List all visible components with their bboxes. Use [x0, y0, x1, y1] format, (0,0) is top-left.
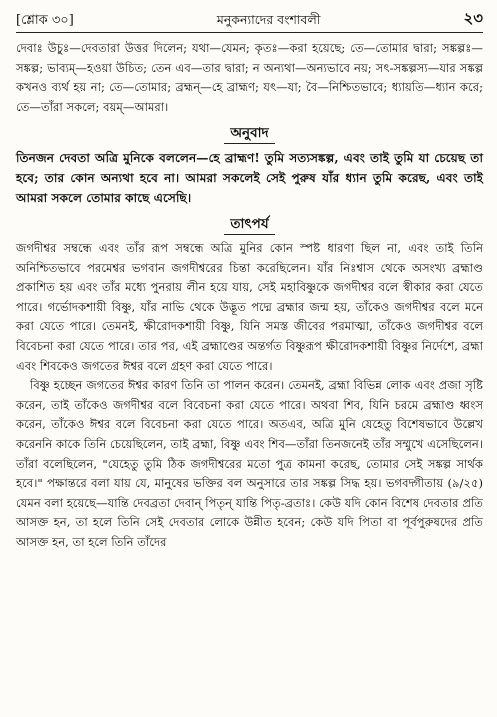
running-title: মনুকন্যাদের বংশাবলী — [216, 12, 321, 27]
purport-heading-text: তাৎপর্য — [224, 216, 274, 235]
purport-paragraph: জগদীশ্বর সম্বন্ধে এবং তাঁর রূপ সম্বন্ধে অত্রি মুনির কোন স্পষ্ট ধারণা ছিল না, এবং তাই তিনি অনিশ্চিতভাবে পরমেশ্বর ভগবান জগদীশ্বরের চিন্তা করেছিলেন। যাঁর নিঃশ্বাস থেকে অসংখ্য ব্রহ্মাণ্ড প্রকাশিত হয় এবং তাঁর মধ্যে পুনরায় লীন হয়ে যায়, সেই মহাবিষ্ণুকে জগদীশ্বর বলে স্বীকার করা যেতে পারে। গর্ভোদকশায়ী বিষ্ণু, যাঁর নাভি থেকে উদ্ভূত পদ্মে ব্রহ্মার জন্ম হয়, তাঁকেও জগদীশ্বর বলে মনে করা যেতে পারে। তেমনই, ক্ষীরোদকশায়ী বিষ্ণু, যিনি সমস্ত জীবের পরমাত্মা, তাঁকেও জগদীশ্বর বলে বিবেচনা করা যেতে পারে। তার পর, এই ব্রহ্মাণ্ডের অন্তর্গত বিষ্ণুরূপ ক্ষীরোদকশায়ী বিষ্ণুর নির্দেশে, ব্রহ্মা এবং শিবকেও জগতের ঈশ্বর বলে গ্রহণ করা যেতে পারে। — [16, 241, 483, 373]
purport-heading — [16, 213, 483, 236]
purport-body — [16, 239, 483, 553]
purport-paragraph: বিষ্ণু হচ্ছেন জগতের ঈশ্বর কারণ তিনি তা পালন করেন। তেমনই, ব্রহ্মা বিভিন্ন লোক এবং প্রজা সৃষ্টি করেন, তাই তাঁকেও জগদীশ্বর বলে বিবেচনা করা যেতে পারে। অথবা শিব, যিনি চরমে ব্রহ্মাণ্ড ধ্বংস করেন, তাঁকেও ঈশ্বর বলে বিবেচনা করা যেতে পারে। অতএব, অত্রি মুনি যেহেতু বিশেষভাবে উল্লেখ করেননি কাকে তিনি চেয়েছিলেন, তাই ব্রহ্মা, বিষ্ণু এবং শিব—তাঁরা তিনজনেই তাঁর সম্মুখে এসেছিলেন। তাঁরা বলেছিলেন, "যেহেতু তুমি ঠিক জগদীশ্বরের মতো পুত্র কামনা করেছ, তোমার সেই সঙ্কল্প সার্থক হবে।" পক্ষান্তরে বলা যায় যে, মানুষের ভক্তির বল অনুসারে তার সঙ্কল্প সিদ্ধ হয়। ভগবদ্গীতায় (৯/২৫) যেমন বলা হয়েছে—যান্তি দেবব্রতা দেবান্ পিতৃন্ যান্তি পিতৃ-ব্রতাঃ। কেউ যদি কোন বিশেষ দেবতার প্রতি আসক্ত হন, তা হলে তিনি সেই দেবতার লোকে উন্নীত হবেন; কেউ যদি পিতা বা পূর্বপুরুষদের প্রতি আসক্ত হন, তা হলে তিনি তাঁদের — [16, 378, 483, 549]
word-for-word-synonyms: দেবাঃ উচুঃ—দেবতারা উত্তর দিলেন; যথা—যেমন; কৃতঃ—করা হয়েছে; তে—তোমার দ্বারা; সঙ্কল্পঃ—সঙ্কল্প; ভাব্যম্—হওয়া উচিত; তেন এব—তার দ্বারা; ন অন্যথা—অন্যভাবে নয়; সৎ-সঙ্কল্পস্য—যার সঙ্কল্প কখনও ব্যর্থ হয় না; তে—তোমার; ব্রহ্মন্—হে ব্রাহ্মণ; যৎ—যা; বৈ—নিশ্চিতভাবে; ধ্যায়তি—ধ্যান করে; তে—তাঁরা সকলে; বয়ম্—আমরা। — [16, 41, 483, 114]
page-number: ২৩ — [463, 9, 483, 27]
page-header — [16, 6, 483, 33]
translation-text: তিনজন দেবতা অত্রি মুনিকে বললেন—হে ব্রাহ্মণ! তুমি সত্যসঙ্কল্প, এবং তাই তুমি যা চেয়েছ তা হবে; তার কোন অন্যথা হবে না। আমরা সকলেই সেই পুরুষ যাঁর ধ্যান তুমি করেছ, এবং তাই আমরা সকলে তোমার কাছে এসেছি। — [16, 151, 483, 205]
translation-heading-text: অনুবাদ — [224, 125, 274, 144]
verse-reference: [শ্লোক ৩০] — [16, 13, 74, 28]
translation-heading — [16, 122, 483, 145]
